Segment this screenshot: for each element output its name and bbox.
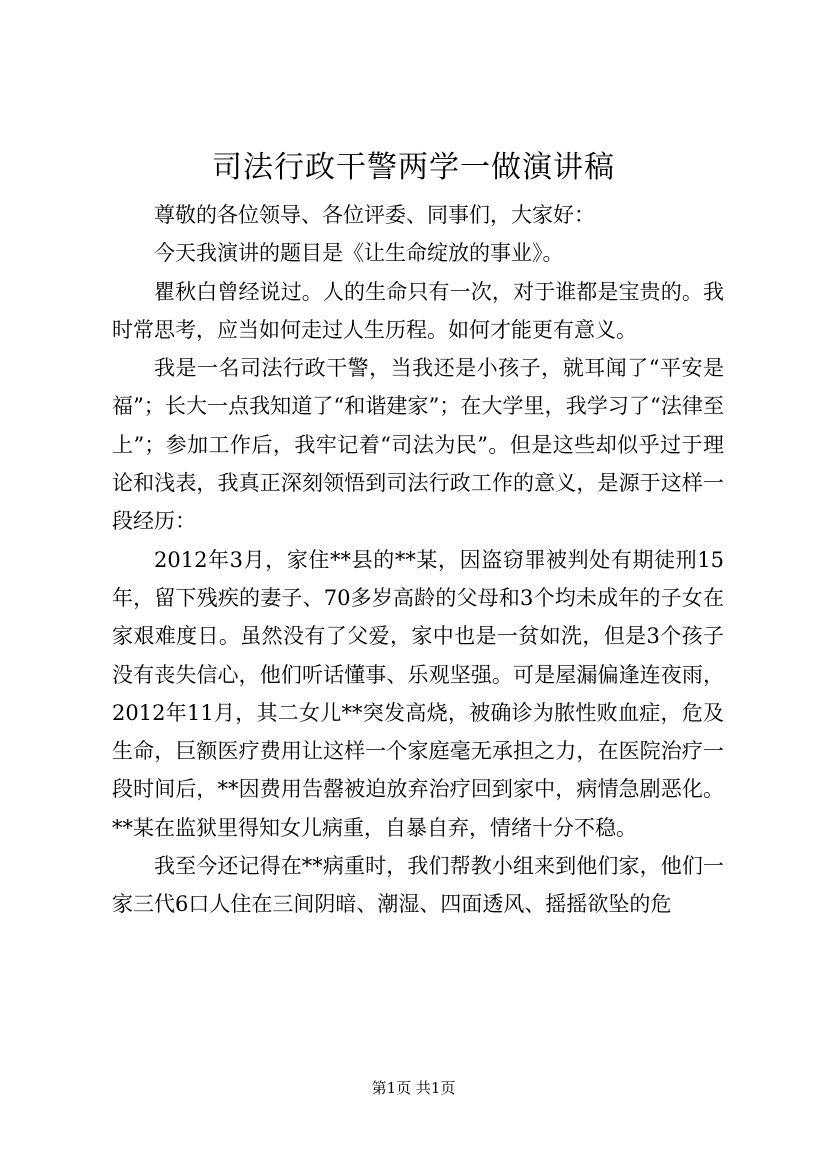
page-footer: 第1页 共1页 — [371, 1079, 456, 1097]
paragraph-greeting: 尊敬的各位领导、各位评委、同事们，大家好： — [154, 203, 595, 227]
paragraph-quote: 瞿秋白曾经说过。人的生命只有一次，对于谁都是宝贵的。我时常思考，应当如何走过人生历程。如何才能更有意义。 — [112, 279, 724, 342]
document-title: 司法行政干警两学一做演讲稿 — [212, 150, 615, 185]
paragraph-topic: 今天我演讲的题目是《让生命绽放的事业》。 — [154, 241, 564, 266]
paragraph-background: 我是一名司法行政干警，当我还是小孩子，就耳闻了“平安是福”；长大一点我知道了“和谐建家”；在大学里，我学习了“法律至上”；参加工作后，我牢记着“司法为民”。但是这些却似乎过于理论和浅表，我真正深刻领悟到司法行政工作的意义，是源于这样一段经历： — [112, 356, 724, 534]
document-body — [112, 196, 724, 924]
paragraph-visit: 我至今还记得在**病重时，我们帮教小组来到他们家，他们一家三代6口人住在三间阴暗、潮湿、四面透风、摇摇欲坠的危 — [112, 854, 724, 917]
paragraph-case: 2012年3月，家住**县的**某，因盗窃罪被判处有期徒刑15年，留下残疾的妻子、70多岁高龄的父母和3个均未成年的子女在家艰难度日。虽然没有了父爱，家中也是一贫如洗，但是3个孩子没有丧失信心，他们听话懂事、乐观坚强。可是屋漏偏逢连夜雨，2012年11月，其二女儿**突发高烧，被确诊为脓性败血症，危及生命，巨额医疗费用让这样一个家庭毫无承担之力，在医院治疗一段时间后，**因费用告罄被迫放弃治疗回到家中，病情急剧恶化。**某在监狱里得知女儿病重，自暴自弃，情绪十分不稳。 — [112, 547, 724, 840]
